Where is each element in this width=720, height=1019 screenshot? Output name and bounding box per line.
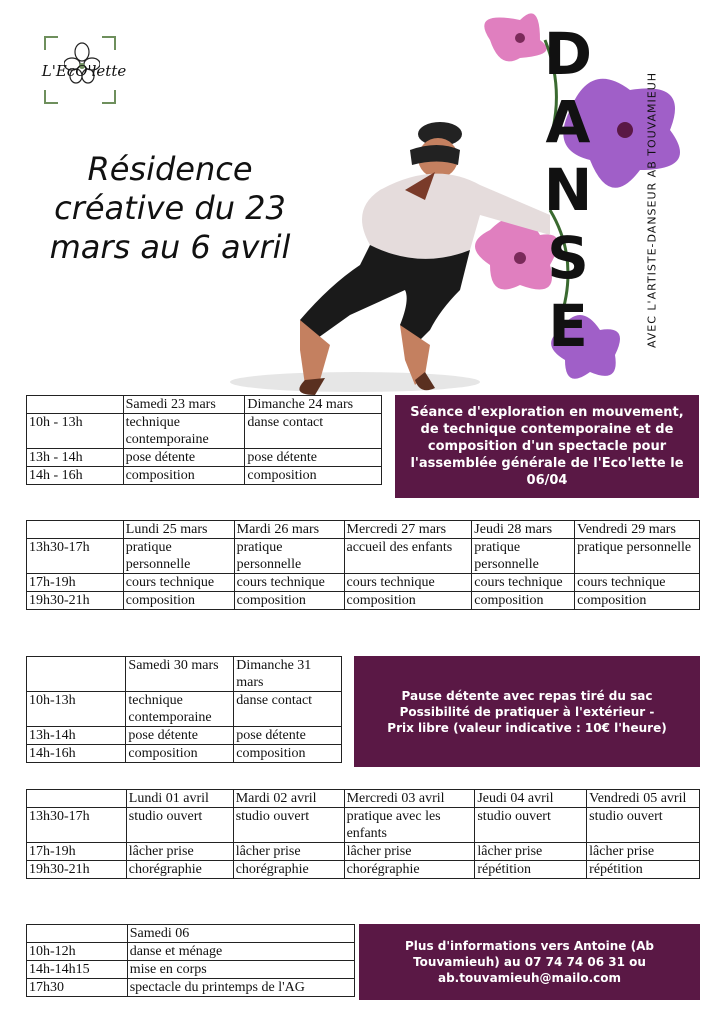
ground-shadow (230, 372, 480, 392)
table-cell: lâcher prise (344, 843, 475, 861)
table-cell: Jeudi 28 mars (472, 521, 575, 539)
table-row (27, 467, 382, 485)
table-cell (27, 657, 126, 692)
table-cell: Dimanche 31 mars (234, 657, 342, 692)
table-cell: 19h30-21h (27, 592, 124, 610)
table-cell: 10h-12h (27, 943, 128, 961)
table-cell: Vendredi 05 avril (587, 790, 700, 808)
table-cell (27, 396, 124, 414)
table-row (27, 592, 700, 610)
table-cell: Jeudi 04 avril (475, 790, 587, 808)
table-cell: lâcher prise (233, 843, 344, 861)
table-cell: composition (234, 745, 342, 763)
table-cell: danse contact (245, 414, 382, 449)
table-cell: chorégraphie (233, 861, 344, 879)
table-cell: mise en corps (127, 961, 354, 979)
table-row (27, 449, 382, 467)
table-cell: Vendredi 29 mars (575, 521, 700, 539)
headline-letter: E (548, 292, 588, 360)
table-cell: 17h-19h (27, 843, 127, 861)
info-box-line: Touvamieuh) au 07 74 74 06 31 ou (413, 955, 646, 969)
table-cell: studio ouvert (233, 808, 344, 843)
table-cell: composition (344, 592, 472, 610)
logo-frame-corner (44, 36, 58, 50)
table-cell: 13h-14h (27, 727, 126, 745)
table-cell: Lundi 01 avril (126, 790, 233, 808)
table-cell: studio ouvert (126, 808, 233, 843)
table-header-row (27, 657, 342, 692)
table-cell: Lundi 25 mars (123, 521, 234, 539)
headline-letter: N (543, 156, 593, 224)
table-row (27, 843, 700, 861)
table-cell: cours technique (344, 574, 472, 592)
table-header-row (27, 396, 382, 414)
table-cell: Mardi 26 mars (234, 521, 344, 539)
danse-headline (540, 20, 596, 360)
table-cell: lâcher prise (475, 843, 587, 861)
table-cell: Samedi 06 (127, 925, 354, 943)
info-box-text: Séance d'exploration en mouvement, de technique contemporaine et de composition d'un spectacle pour l'assemblée générale de l'Eco'lette le 06/04 (410, 405, 684, 488)
table-cell: composition (234, 592, 344, 610)
contact-email[interactable]: ab.touvamieuh@mailo.com (437, 971, 622, 985)
headline-letter: A (545, 88, 591, 156)
info-box-line: Plus d'informations vers Antoine (Ab (405, 939, 654, 953)
table-row (27, 808, 700, 843)
table-row (27, 961, 355, 979)
page-title: Résidence créative du 23 mars au 6 avril (49, 150, 291, 266)
table-cell: pratique personnelle (123, 539, 234, 574)
schedule-week5 (26, 924, 355, 997)
table-cell: 14h-14h15 (27, 961, 128, 979)
info-box-contact (359, 924, 700, 1000)
table-cell: 13h30-17h (27, 808, 127, 843)
ecolette-logo (41, 36, 127, 104)
headline-letter: S (547, 224, 589, 292)
table-cell (27, 790, 127, 808)
table-cell: pratique personnelle (575, 539, 700, 574)
table-cell: cours technique (575, 574, 700, 592)
table-cell: pratique personnelle (234, 539, 344, 574)
table-cell: composition (123, 467, 245, 485)
table-cell: 13h - 14h (27, 449, 124, 467)
table-cell: répétition (587, 861, 700, 879)
table-cell: cours technique (123, 574, 234, 592)
table-cell: composition (575, 592, 700, 610)
schedule-week1 (26, 395, 382, 485)
artist-subtitle (640, 40, 664, 380)
table-cell: Mercredi 27 mars (344, 521, 472, 539)
table-cell: danse et ménage (127, 943, 354, 961)
table-cell: studio ouvert (475, 808, 587, 843)
table-cell: répétition (475, 861, 587, 879)
table-cell: 14h - 16h (27, 467, 124, 485)
table-cell: cours technique (234, 574, 344, 592)
table-row (27, 539, 700, 574)
table-cell: composition (245, 467, 382, 485)
table-cell: 19h30-21h (27, 861, 127, 879)
logo-frame-corner (102, 36, 116, 50)
table-cell: Mercredi 03 avril (344, 790, 475, 808)
table-cell: pose détente (123, 449, 245, 467)
table-cell: Samedi 23 mars (123, 396, 245, 414)
table-cell: pratique avec les enfants (344, 808, 475, 843)
info-box-line: Pause détente avec repas tiré du sac (401, 688, 653, 703)
table-cell: accueil des enfants (344, 539, 472, 574)
table-cell: cours technique (472, 574, 575, 592)
table-cell: spectacle du printemps de l'AG (127, 979, 354, 997)
table-cell: technique contemporaine (126, 692, 234, 727)
table-cell: chorégraphie (126, 861, 233, 879)
table-cell: danse contact (234, 692, 342, 727)
table-header-row (27, 925, 355, 943)
logo-frame-corner (102, 90, 116, 104)
table-cell: pratique personnelle (472, 539, 575, 574)
table-cell: 10h-13h (27, 692, 126, 727)
table-cell: pose détente (245, 449, 382, 467)
schedule-week3 (26, 656, 342, 763)
headline-letter: D (543, 20, 593, 88)
table-row (27, 727, 342, 745)
table-header-row (27, 790, 700, 808)
table-cell: chorégraphie (344, 861, 475, 879)
artist-subtitle-text: AVEC L'ARTISTE-DANSEUR AB TOUVAMIEUH (645, 71, 659, 349)
info-box-line: Possibilité de pratiquer à l'extérieur - (399, 704, 655, 719)
table-row (27, 745, 342, 763)
schedule-week2 (26, 520, 700, 610)
table-cell: composition (126, 745, 234, 763)
table-cell: 17h30 (27, 979, 128, 997)
table-header-row (27, 521, 700, 539)
table-cell (27, 521, 124, 539)
table-cell: lâcher prise (587, 843, 700, 861)
table-row (27, 692, 342, 727)
table-cell: 14h-16h (27, 745, 126, 763)
table-cell: Dimanche 24 mars (245, 396, 382, 414)
table-cell: Mardi 02 avril (233, 790, 344, 808)
logo-frame-corner (44, 90, 58, 104)
logo-text: L'EcO'lette (41, 62, 127, 80)
table-cell: 17h-19h (27, 574, 124, 592)
table-cell: technique contemporaine (123, 414, 245, 449)
info-box-exploration (395, 395, 699, 498)
table-cell: composition (472, 592, 575, 610)
pink-flower-icon (484, 13, 546, 61)
schedule-week4 (26, 789, 700, 879)
table-cell: 10h - 13h (27, 414, 124, 449)
table-cell: Samedi 30 mars (126, 657, 234, 692)
table-cell: pose détente (234, 727, 342, 745)
table-row (27, 861, 700, 879)
table-cell: 13h30-17h (27, 539, 124, 574)
table-cell (27, 925, 128, 943)
table-cell: studio ouvert (587, 808, 700, 843)
table-row (27, 943, 355, 961)
table-row (27, 414, 382, 449)
table-cell: lâcher prise (126, 843, 233, 861)
info-box-pause (354, 656, 700, 767)
table-cell: composition (123, 592, 234, 610)
table-row (27, 979, 355, 997)
info-box-line: Prix libre (valeur indicative : 10€ l'heure) (387, 720, 667, 735)
table-row (27, 574, 700, 592)
table-cell: pose détente (126, 727, 234, 745)
